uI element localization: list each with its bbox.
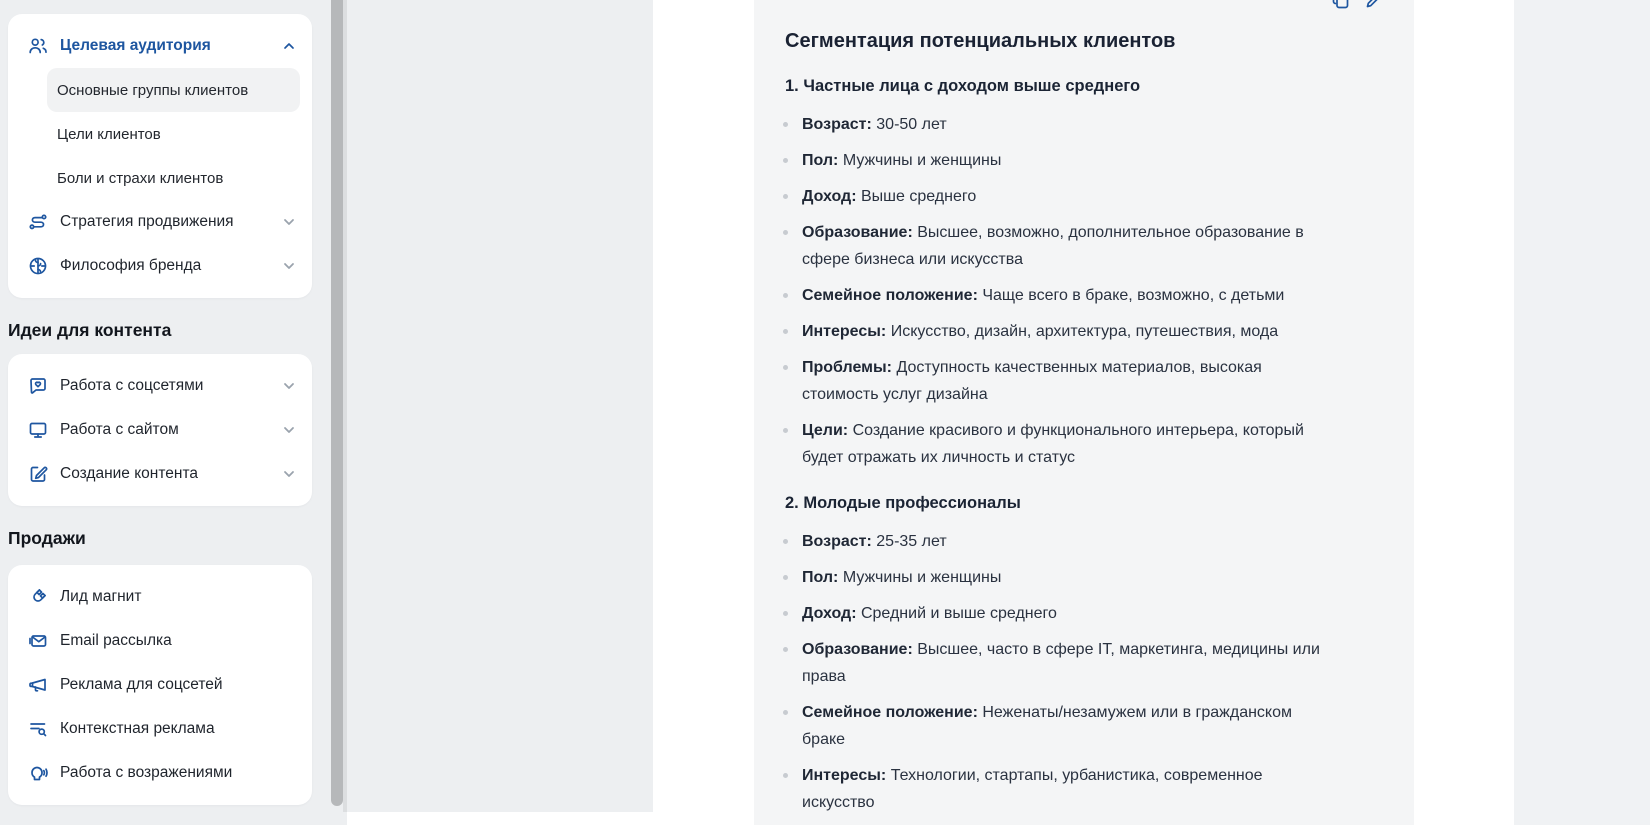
chat-heart-icon [28,376,48,396]
bullet-text: Неженаты/незамужем или в гражданском браке [802,704,1292,748]
message-actions [1332,0,1382,9]
chevron-down-icon[interactable] [282,423,296,437]
bullet-label: Возраст: [802,533,872,550]
sidebar-subitem-label: Основные группы клиентов [57,81,249,99]
sidebar-scrollbar-thumb[interactable] [331,0,343,806]
chevron-up-icon[interactable] [282,39,296,53]
bullet-label: Возраст: [802,116,872,133]
list-item [785,111,1330,138]
bullet-list [785,528,1330,816]
bullet-label: Доход: [802,605,857,622]
bullet-label: Пол: [802,569,839,586]
list-item [785,600,1330,627]
chevron-down-icon[interactable] [282,379,296,393]
sidebar-item-label: Реклама для соцсетей [60,676,223,693]
brain-icon [28,256,48,276]
bullet-dot [783,428,788,433]
list-item [785,147,1330,174]
sidebar-item-label: Философия бренда [60,257,202,274]
list-item [785,354,1330,408]
bullet-text: Технологии, стартапы, урбанистика, современное искусство [802,767,1263,811]
bullet-dot [783,647,788,652]
bullet-text: Средний и выше среднего [860,605,1057,622]
bullet-dot [783,539,788,544]
sidebar-subitem-client-goals[interactable] [47,112,300,156]
bullet-text: Создание красивого и функционального интерьера, который будет отражать их личность и статус [802,422,1304,466]
sidebar-subitem-client-pains[interactable] [47,156,300,200]
document-panel [754,0,1414,825]
chevron-down-icon[interactable] [282,259,296,273]
sidebar-item-objection-handling[interactable] [8,751,312,795]
list-item [785,219,1330,273]
bullet-label: Доход: [802,188,857,205]
search-list-icon [28,719,48,739]
users-icon [28,36,48,56]
bullet-label: Образование: [802,224,913,241]
list-item [785,699,1330,753]
edit-icon[interactable] [1365,0,1382,9]
sidebar-item-website[interactable] [8,408,312,452]
list-item [785,528,1330,555]
monitor-icon [28,420,48,440]
bullet-text: Искусство, дизайн, архитектура, путешествия, мода [890,323,1279,340]
sidebar-card-audience [8,14,312,298]
bullet-dot [783,575,788,580]
list-item [785,183,1330,210]
mail-icon [28,631,48,651]
bullet-text: Чаще всего в браке, возможно, с детьми [982,287,1285,304]
bullet-text: 30-50 лет [876,116,947,133]
chevron-down-icon[interactable] [282,467,296,481]
sidebar-card-sales [8,565,312,805]
bullet-dot [783,158,788,163]
bullet-label: Семейное положение: [802,287,978,304]
bullet-text: Выше среднего [860,188,977,205]
page-title: Сегментация потенциальных клиентов [785,30,1176,52]
section-heading: 2. Молодые профессионалы [785,494,1021,512]
next-column-panel [1514,0,1650,825]
bullet-dot [783,293,788,298]
sidebar-item-social-media[interactable] [8,364,312,408]
list-item [785,282,1330,309]
sidebar-card-content-ideas [8,354,312,506]
compose-icon [28,464,48,484]
sidebar-item-email-campaign[interactable] [8,619,312,663]
bullet-text: Высшее, часто в сфере IT, маркетинга, медицины или права [802,641,1320,685]
bullet-text: Мужчины и женщины [842,569,1002,586]
bullet-label: Интересы: [802,767,887,784]
sidebar-section-heading-sales: Продажи [8,528,86,548]
bullet-label: Цели: [802,422,849,439]
sidebar-subitem-label: Боли и страхи клиентов [57,169,224,187]
bullet-dot [783,611,788,616]
chevron-down-icon[interactable] [282,215,296,229]
strategy-route-icon [28,212,48,232]
sidebar-item-label: Лид магнит [60,588,142,605]
megaphone-icon [28,675,48,695]
bullet-label: Пол: [802,152,839,169]
document-content [754,0,1414,816]
sidebar-subitem-main-client-groups[interactable] [47,68,300,112]
bullet-text: Доступность качественных материалов, высокая стоимость услуг дизайна [802,359,1262,403]
bullet-text: 25-35 лет [876,533,947,550]
sidebar-section-heading-content-ideas: Идеи для контента [8,320,172,340]
bullet-list [785,111,1330,471]
sidebar-item-label: Создание контента [60,465,199,482]
sidebar-item-social-ads[interactable] [8,663,312,707]
sidebar-item-target-audience[interactable] [8,24,312,68]
sidebar-item-promotion-strategy[interactable] [8,200,312,244]
bullet-label: Образование: [802,641,913,658]
list-item [785,564,1330,591]
sidebar-item-label: Контекстная реклама [60,720,215,737]
magnet-icon [28,587,48,607]
sidebar-item-label: Работа с соцсетями [60,377,204,394]
bullet-dot [783,365,788,370]
sidebar-subitem-label: Цели клиентов [57,125,161,143]
sidebar-scrollbar-track [343,0,347,812]
sidebar-item-label: Стратегия продвижения [60,213,234,230]
sidebar-item-label: Email рассылка [60,632,172,649]
bullet-label: Семейное положение: [802,704,978,721]
bullet-dot [783,230,788,235]
bullet-label: Интересы: [802,323,887,340]
sidebar-item-label: Работа с сайтом [60,421,179,438]
list-item [785,318,1330,345]
adjacent-column-panel [347,0,653,812]
bullet-dot [783,710,788,715]
sidebar-item-lead-magnet[interactable] [8,575,312,619]
sidebar-item-contextual-ads[interactable] [8,707,312,751]
sidebar-item-content-creation[interactable] [8,452,312,496]
objection-voice-icon [28,763,48,783]
bullet-text: Мужчины и женщины [842,152,1002,169]
bullet-dot [783,122,788,127]
bullet-dot [783,329,788,334]
bullet-label: Проблемы: [802,359,892,376]
section-heading: 1. Частные лица с доходом выше среднего [785,77,1141,95]
list-item [785,417,1330,471]
list-item [785,762,1330,816]
bullet-dot [783,194,788,199]
sidebar-item-brand-philosophy[interactable] [8,244,312,288]
bullet-dot [783,773,788,778]
bullet-text: Высшее, возможно, дополнительное образование в сфере бизнеса или искусства [802,224,1304,268]
sidebar-item-label: Целевая аудитория [60,37,211,54]
copy-icon[interactable] [1332,0,1349,9]
sidebar-item-label: Работа с возражениями [60,764,233,781]
list-item [785,636,1330,690]
